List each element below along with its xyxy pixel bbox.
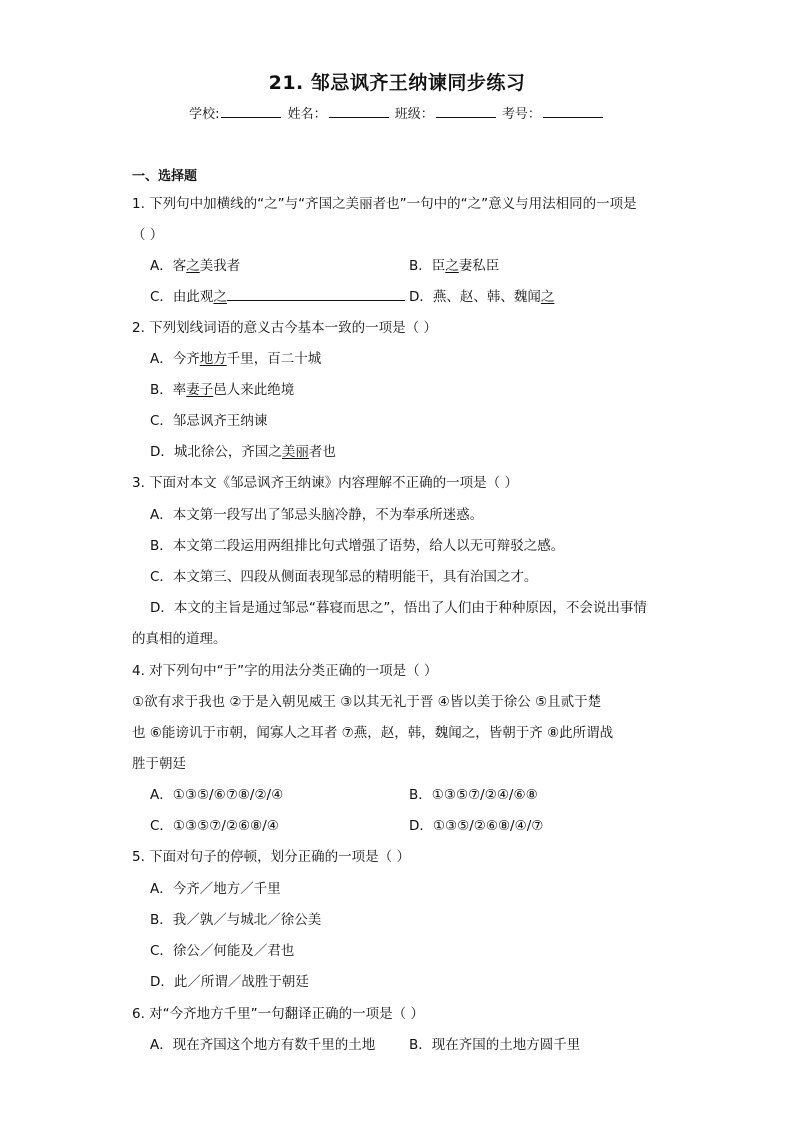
q5-option-b[interactable]: B．我／孰／与城北／徐公美 — [150, 912, 322, 928]
name-blank[interactable] — [329, 105, 389, 118]
q3-option-a[interactable]: A．本文第一段写出了邹忌头脑冷静，不为奉承所迷惑。 — [150, 507, 484, 523]
school-label: 学校: — [189, 107, 220, 122]
q3-option-d[interactable]: D．本文的主旨是通过邹忌“暮寝而思之”，悟出了人们由于种种原因，不会说出事情 — [150, 600, 647, 616]
q5-stem: 5. 下面对句子的停顿，划分正确的一项是（ ） — [132, 849, 410, 865]
q3-option-d-cont: 的真相的道理。 — [132, 631, 227, 647]
q4-stem: 4. 对下列句中“于”字的用法分类正确的一项是（ ） — [132, 663, 438, 679]
school-blank[interactable] — [221, 105, 281, 118]
q4-option-d[interactable]: D．①③⑤/②⑥⑧/④/⑦ — [409, 818, 544, 834]
class-blank[interactable] — [436, 105, 496, 118]
q4-option-b[interactable]: B．①③⑤⑦/②④/⑥⑧ — [409, 787, 538, 803]
q5-option-a[interactable]: A．今齐／地方／千里 — [150, 881, 281, 897]
q5-option-d[interactable]: D．此／所谓／战胜于朝廷 — [150, 974, 309, 990]
q3-stem: 3. 下面对本文《邹忌讽齐王纳谏》内容理解不正确的一项是（ ） — [132, 475, 518, 491]
q2-option-c[interactable]: C．邹忌讽齐王纳谏 — [150, 413, 268, 429]
q1-stem: 1. 下列句中加横线的“之”与“齐国之美丽者也”一句中的“之”意义与用法相同的一项是 — [132, 196, 637, 212]
exam-number-blank[interactable] — [543, 105, 603, 118]
q4-option-a[interactable]: A．①③⑤/⑥⑦⑧/②/④ — [150, 787, 284, 803]
q4-sentences-line3: 胜于朝廷 — [132, 756, 186, 772]
q1-option-c[interactable]: C．由此观之 — [150, 285, 405, 305]
q2-stem: 2. 下列划线词语的意义古今基本一致的一项是（ ） — [132, 320, 437, 336]
q1-underline-blank — [227, 287, 405, 301]
q6-stem: 6. 对“今齐地方千里”一句翻译正确的一项是（ ） — [132, 1006, 424, 1022]
page-title: 21. 邹忌讽齐王纳谏同步练习 — [268, 72, 526, 94]
class-label: 班级： — [394, 107, 434, 122]
q3-option-b[interactable]: B．本文第二段运用两组排比句式增强了语势，给人以无可辩驳之感。 — [150, 538, 565, 554]
exam-number-label: 考号： — [501, 107, 541, 122]
q2-option-b[interactable]: B．率妻子邑人来此绝境 — [150, 382, 295, 398]
q6-option-b[interactable]: B．现在齐国的土地方圆千里 — [409, 1037, 581, 1053]
q2-option-d[interactable]: D．城北徐公，齐国之美丽者也 — [150, 444, 336, 460]
q2-option-a[interactable]: A．今齐地方千里，百二十城 — [150, 351, 322, 367]
q1-option-d[interactable]: D．燕、赵、韩、魏闻之 — [409, 289, 555, 305]
q4-sentences-line2: 也 ⑥能谤讥于市朝，闻寡人之耳者 ⑦燕，赵，韩，魏闻之，皆朝于齐 ⑧此所谓战 — [132, 725, 614, 741]
student-info-line — [0, 103, 794, 122]
q6-option-a[interactable]: A．现在齐国这个地方有数千里的土地 — [150, 1037, 376, 1053]
name-label: 姓名： — [287, 107, 327, 122]
q1-stem-paren: （ ） — [132, 227, 164, 243]
q1-option-b[interactable]: B．臣之妻私臣 — [409, 258, 500, 274]
q1-option-a[interactable]: A．客之美我者 — [150, 258, 241, 274]
q3-option-c[interactable]: C．本文第三、四段从侧面表现邹忌的精明能干，具有治国之才。 — [150, 569, 538, 585]
section-heading: 一、选择题 — [132, 169, 198, 184]
q4-sentences-line1: ①欲有求于我也 ②于是入朝见威王 ③以其无礼于晋 ④皆以美于徐公 ⑤且贰于楚 — [132, 694, 602, 710]
q5-option-c[interactable]: C．徐公／何能及／君也 — [150, 943, 295, 959]
q4-option-c[interactable]: C．①③⑤⑦/②⑥⑧/④ — [150, 818, 279, 834]
